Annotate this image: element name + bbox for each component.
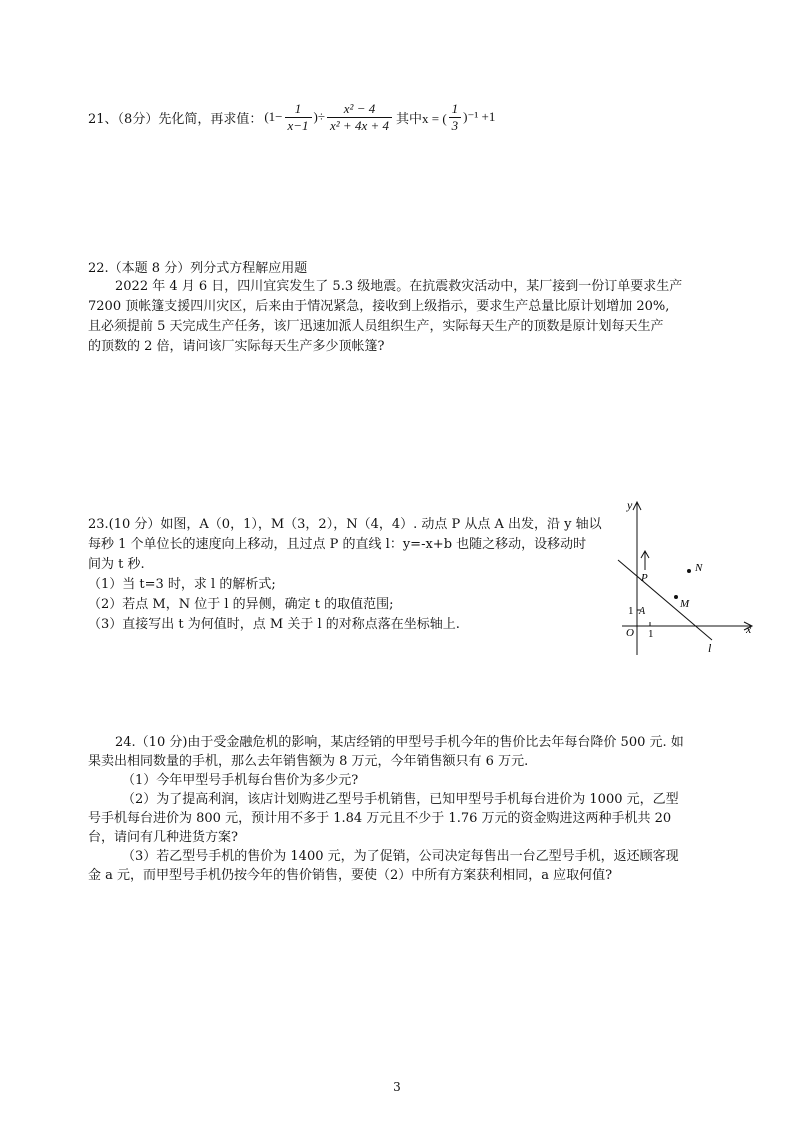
- y-tick-1-label: 1: [628, 605, 634, 617]
- q21-f2-denominator: x² + 4x + 4: [330, 117, 389, 133]
- q21-where: 其中x = (: [396, 110, 447, 126]
- question-21: [88, 97, 495, 137]
- q21-fraction-2: [327, 101, 392, 134]
- q24-line-4: （2）为了提高利润，该店计划购进乙型号手机销售，已知甲型号手机每台进价为 1000 元，乙型: [122, 792, 679, 807]
- q23-line-4: （1）当 t=3 时，求 l 的解析式;: [88, 577, 276, 592]
- q21-fraction-1: [285, 101, 312, 134]
- q21-f3-denominator: 3: [451, 117, 459, 133]
- q23-coordinate-figure: [600, 495, 760, 660]
- point-n-label: N: [695, 562, 703, 574]
- q24-line-2: 果卖出相同数量的手机，那么去年销售额为 8 万元，今年销售额只有 6 万元.: [88, 754, 529, 769]
- q23-line-5: （2）若点 M，N 位于 l 的异侧，确定 t 的取值范围;: [88, 597, 394, 612]
- line-l-label: l: [708, 641, 712, 655]
- q22-line-1: 2022 年 4 月 6 日，四川宜宾发生了 5.3 级地震。在抗震救灾活动中，某厂接到一份订单要求生产: [115, 279, 683, 294]
- q21-fraction-3: [449, 101, 462, 134]
- q24-line-8: 金 a 元，而甲型号手机仍按今年的售价销售，要使（2）中所有方案获利相同，a 应取何值?: [88, 868, 613, 883]
- q22-title: 22.（本题 8 分）列分式方程解应用题: [88, 261, 308, 276]
- y-axis-label: y: [627, 498, 633, 512]
- q23-line-6: （3）直接写出 t 为何值时，点 M 关于 l 的对称点落在坐标轴上.: [88, 617, 460, 632]
- q24-line-6: 台，请问有几种进货方案?: [88, 830, 238, 845]
- point-a-label: A: [639, 606, 646, 617]
- q24-line-7: （3）若乙型号手机的售价为 1400 元，为了促销，公司决定每售出一台乙型号手机，返还顾客现: [122, 849, 679, 864]
- q21-f1-denominator: x−1: [287, 117, 309, 133]
- q24-line-1: 24.（10 分)由于受金融危机的影响，某店经销的甲型号手机今年的售价比去年每台降价 500 元. 如: [115, 735, 684, 750]
- x-tick-1-label: 1: [648, 628, 654, 640]
- q21-f1-numerator: 1: [285, 101, 312, 118]
- point-p-label: P: [641, 572, 648, 584]
- q24-line-3: （1）今年甲型号手机每台售价为多少元?: [122, 773, 359, 788]
- origin-label: O: [626, 627, 634, 639]
- q21-f3-numerator: 1: [449, 101, 462, 118]
- q22-line-2: 7200 顶帐篷支援四川灾区，后来由于情况紧急，接收到上级指示，要求生产总量比原计划增加 20%,: [88, 299, 670, 314]
- page-number: 3: [393, 1080, 401, 1094]
- q21-open: (1−: [264, 109, 283, 124]
- point-m-label: M: [680, 598, 690, 610]
- q23-line-2: 每秒 1 个单位长的速度向上移动，且过点 P 的直线 l：y=-x+b 也随之移动，设移动时: [88, 537, 587, 552]
- q23-line-1: 23.(10 分）如图，A（0，1），M（3，2），N（4，4）. 动点 P 从点 A 出发，沿 y 轴以: [88, 517, 602, 532]
- x-axis-label: x: [746, 622, 752, 636]
- q21-f2-numerator: x² − 4: [327, 101, 392, 118]
- q22-line-4: 的顶数的 2 倍，请问该厂实际每天生产多少顶帐篷?: [88, 339, 385, 354]
- q21-heading: 21、（8分）先化简，再求值：: [88, 111, 263, 127]
- point-n: [687, 569, 691, 573]
- point-m: [674, 595, 678, 599]
- q22-line-3: 且必须提前 5 天完成生产任务，该厂迅速加派人员组织生产，实际每天生产的顶数是原计划每天生产: [88, 319, 664, 334]
- q24-line-5: 号手机每台进价为 800 元，预计用不多于 1.84 万元且不少于 1.76 万元的资金购进这两种手机共 20: [88, 811, 672, 826]
- q21-tail: )⁻¹ +1: [463, 109, 496, 124]
- q23-line-3: 间为 t 秒.: [88, 557, 145, 572]
- q21-close-div: )÷: [313, 109, 326, 124]
